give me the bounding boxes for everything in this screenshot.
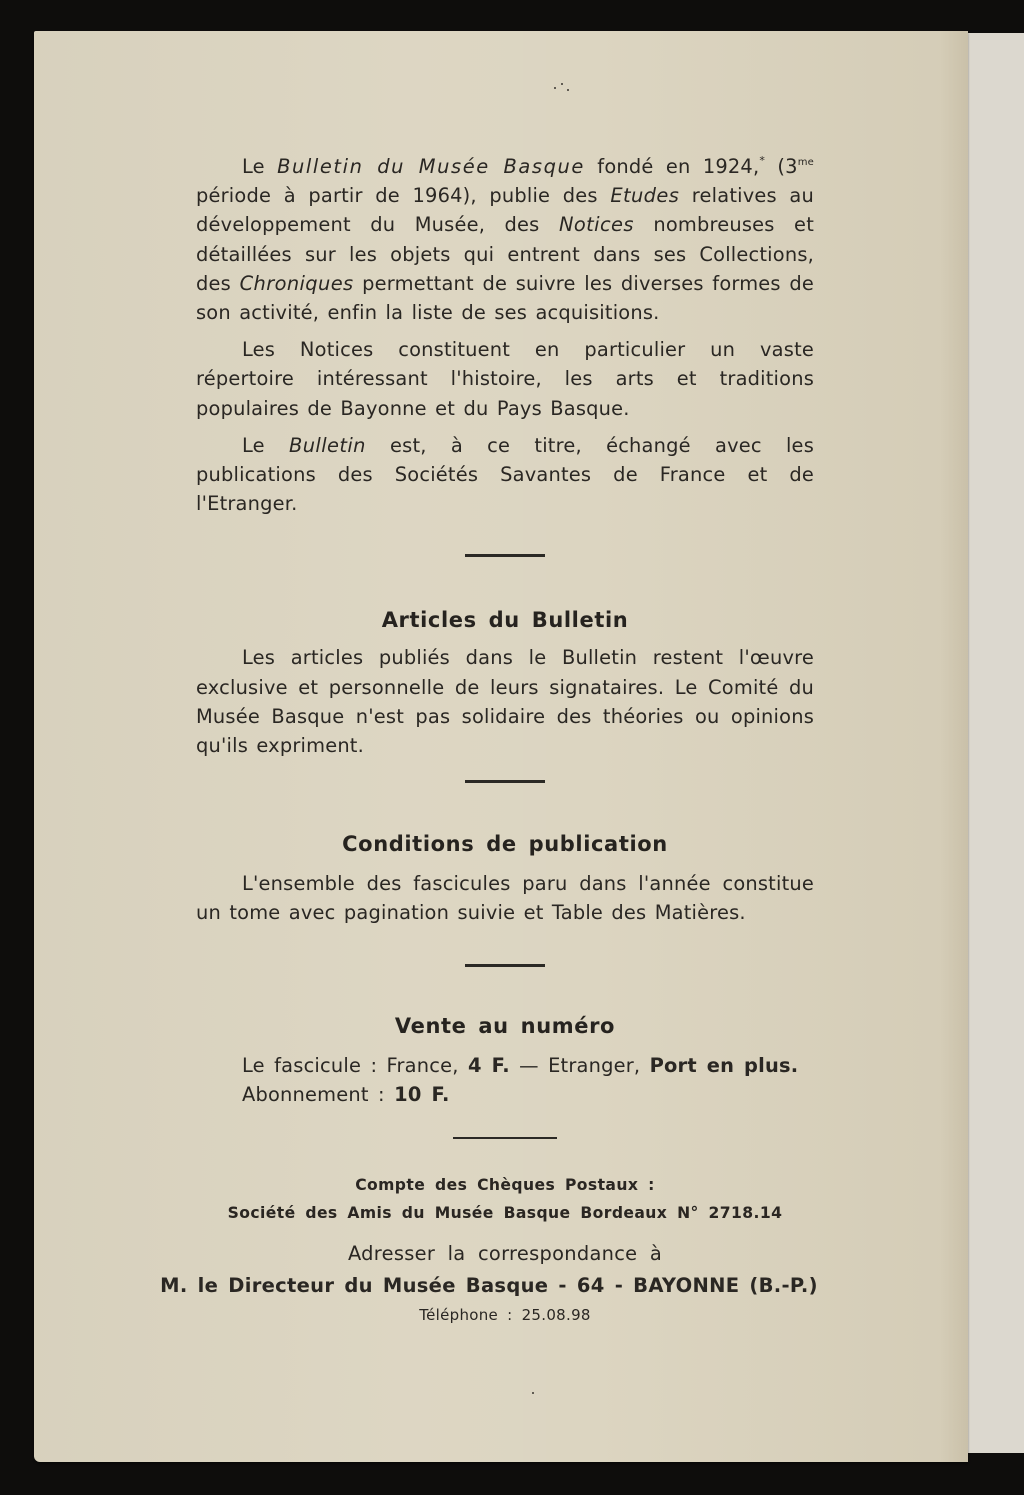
vente-heading: Vente au numéro: [394, 1013, 616, 1038]
ink-speck: [567, 89, 569, 91]
ordinal-superscript: me: [797, 157, 814, 168]
asterisk-mark: *: [759, 154, 766, 167]
text-run: permettant de suivre les diverses formes de son activité, enfin la liste de ses acquisitions.: [196, 271, 814, 325]
section-divider: [453, 1137, 557, 1139]
ink-speck: [554, 87, 556, 89]
section-divider: [465, 554, 545, 557]
section-divider: [465, 780, 545, 783]
ink-speck: [561, 83, 563, 85]
bulletin-italic: Bulletin: [289, 433, 366, 457]
page-content: [160, 152, 818, 1327]
notices-italic: Notices: [558, 213, 634, 237]
articles-heading: Articles du Bulletin: [381, 608, 629, 633]
text-run: (3: [765, 155, 798, 178]
text-run: relatives au développement du Musée, des: [196, 184, 814, 237]
section-divider: [465, 964, 545, 967]
text-run: nombreuses et détaillées sur les objets qui entrent dans ses Collections, des: [196, 213, 814, 295]
etudes-italic: Etudes: [610, 184, 680, 208]
adjacent-page-edge: [966, 33, 1024, 1453]
ink-speck: [532, 1392, 534, 1394]
abonnement-label: Abonnement :: [242, 1082, 395, 1106]
text-run: est, à ce titre, échangé avec les publications des Sociétés Savantes de France et de l'Etranger.: [196, 433, 814, 516]
telephone-number: Téléphone : 25.08.98: [419, 1306, 591, 1325]
fascicule-price-line: [242, 1051, 814, 1080]
text-run: Le: [242, 433, 290, 457]
correspondence-lead: Adresser la correspondance à: [347, 1242, 663, 1266]
conditions-heading: Conditions de publication: [342, 832, 668, 857]
text-run: période à partir de 1964), publie des: [196, 184, 611, 208]
ccp-line-2: Société des Amis du Musée Basque Bordeaux N° 2718.14: [227, 1204, 783, 1223]
page-binding-shadow: [940, 31, 968, 1462]
intro-paragraph-1: [196, 152, 814, 327]
etranger-value: Port en plus.: [649, 1053, 799, 1077]
text-run: Le: [242, 155, 278, 178]
price-block: [196, 1051, 814, 1109]
fascicule-label: Le fascicule : France,: [242, 1053, 468, 1077]
ccp-line-1: Compte des Chèques Postaux :: [355, 1176, 655, 1195]
fascicule-price: 4 F.: [467, 1053, 510, 1077]
etranger-label: — Etranger,: [509, 1053, 650, 1077]
correspondence-address: M. le Directeur du Musée Basque - 64 - BAYONNE (B.-P.): [160, 1274, 818, 1298]
intro-paragraph-2: Les Notices constituent en particulier un vaste répertoire intéressant l'histoire, les arts et traditions populaires de Bayonne et du Pays Basque.: [196, 338, 814, 420]
conditions-paragraph: L'ensemble des fascicules paru dans l'année constitue un tome avec pagination suivie et Table des Matières.: [196, 872, 814, 925]
intro-paragraph-3: [196, 431, 814, 519]
text-run: fondé en 1924,: [584, 155, 760, 178]
chroniques-italic: Chroniques: [239, 271, 354, 295]
abonnement-price-line: [242, 1080, 814, 1109]
abonnement-price: 10 F.: [394, 1082, 450, 1106]
articles-paragraph: Les articles publiés dans le Bulletin restent l'œuvre exclusive et personnelle de leurs signataires. Le Comité du Musée Basque n'est pas solidaire des théories ou opinions qu'ils expriment.: [196, 646, 814, 758]
bulletin-title-italic: Bulletin du Musée Basque: [277, 155, 585, 178]
